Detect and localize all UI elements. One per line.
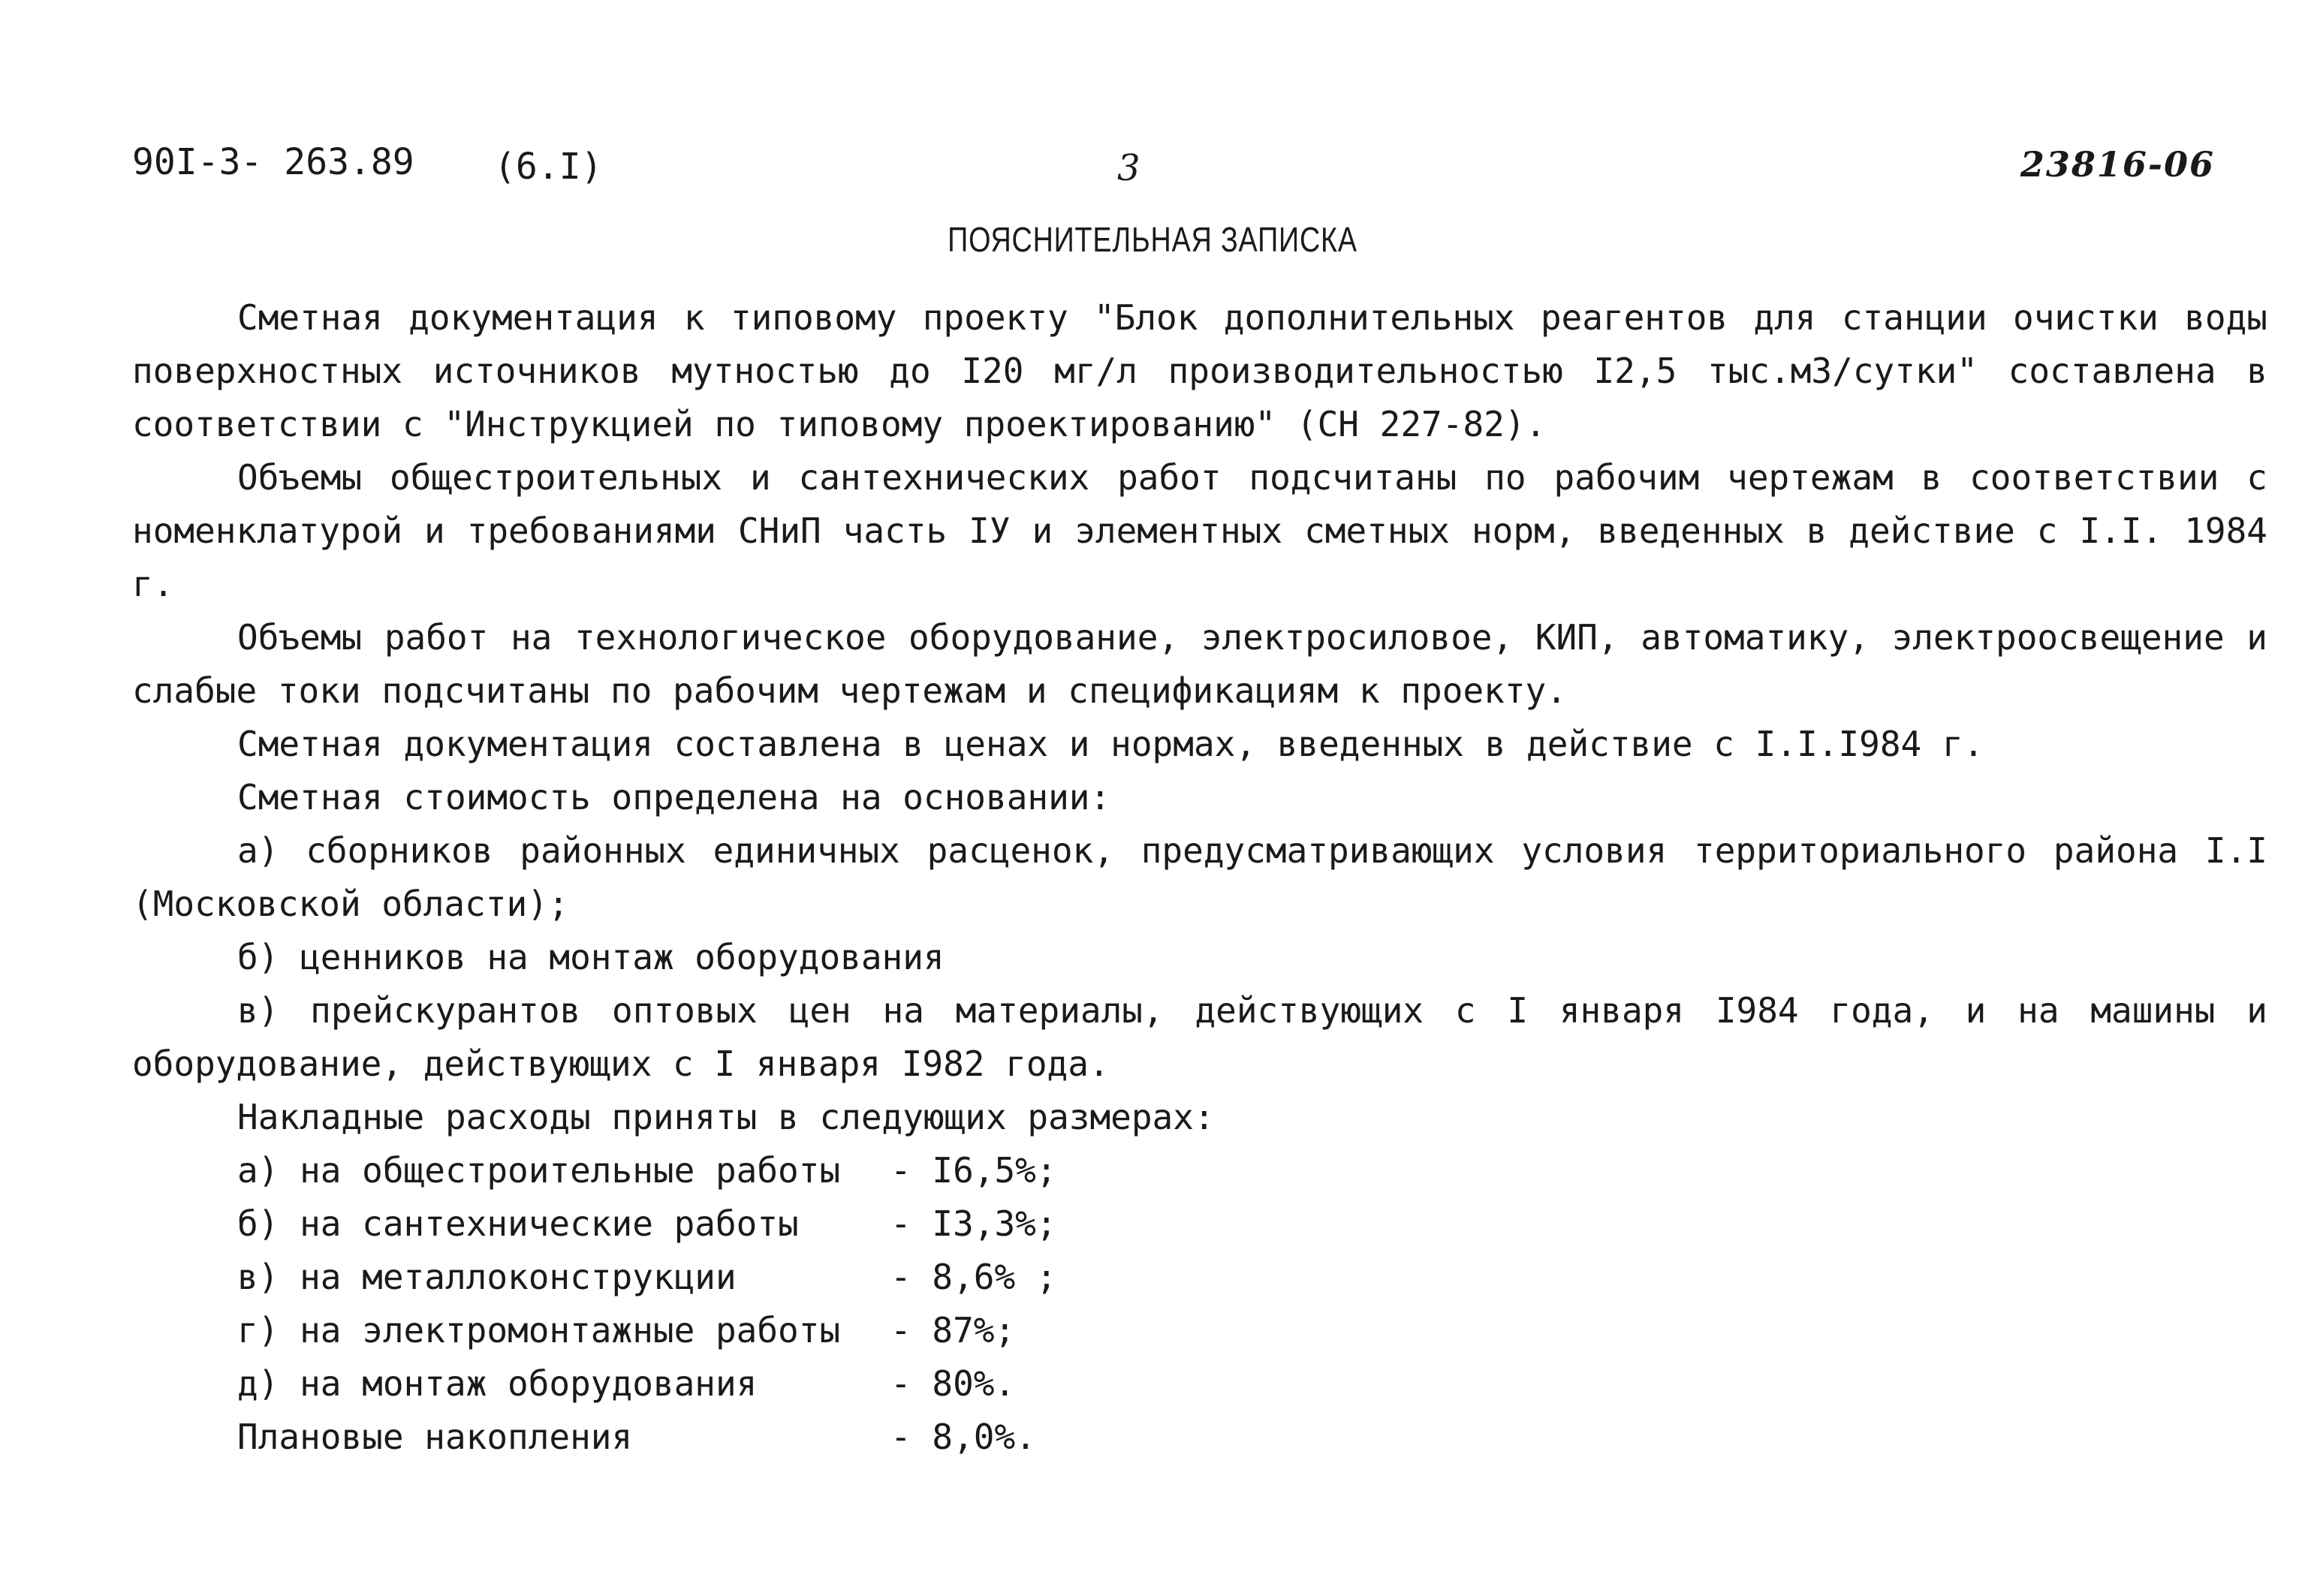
- overheads-list: [132, 1144, 2267, 1464]
- paragraph: Объемы работ на технологическое оборудование, электросиловое, КИП, автоматику, электроосвещение и слабые токи подсчитаны по рабочим чертежам и спецификациям к проекту.: [132, 617, 2267, 711]
- paragraph: б) ценников на монтаж оборудования: [237, 937, 945, 977]
- paragraph: Объемы общестроительных и сантехнических работ подсчитаны по рабочим чертежам в соответствии с номенклатурой и требованиями СНиП часть IУ и элементных сметных норм, введенных в действие с I.I. 1984 г.: [132, 457, 2267, 604]
- list-item: [132, 1357, 2267, 1411]
- note-body: [132, 291, 2267, 1464]
- overhead-value: - 87%;: [890, 1310, 1016, 1351]
- overhead-value: - I6,5%;: [890, 1150, 1057, 1191]
- paragraph: Сметная документация к типовому проекту "Блок дополнительных реагентов для станции очистки воды поверхностных источников мутностью до I20 мг/л производительностью I2,5 тыс.м3/сутки" составлена в соответствии с "Инструкцией по типовому проектированию" (СН 227-82).: [132, 297, 2267, 444]
- list-item: [132, 1197, 2267, 1251]
- list-item: [132, 1144, 2267, 1197]
- overhead-value: - I3,3%;: [890, 1203, 1057, 1244]
- page-number: 3: [1117, 147, 1140, 189]
- page-title: ПОЯСНИТЕЛЬНАЯ ЗАПИСКА: [948, 220, 1357, 259]
- overhead-label: д) на монтаж оборудования: [237, 1363, 758, 1404]
- paragraph: Накладные расходы приняты в следующих размерах:: [237, 1097, 1215, 1137]
- overhead-label: г) на электромонтажные работы: [237, 1310, 841, 1351]
- list-item: [132, 1304, 2267, 1357]
- paragraph: Сметная стоимость определена на основании:: [237, 777, 1111, 818]
- overhead-value: - 8,6% ;: [890, 1257, 1057, 1297]
- paragraph: а) сборников районных единичных расценок, предусматривающих условия территориального района I.I (Московской области);: [132, 830, 2267, 924]
- sheet-number: (6.I): [494, 146, 603, 188]
- list-item: [132, 1251, 2267, 1304]
- overhead-label: б) на сантехнические работы: [237, 1203, 799, 1244]
- list-item: [132, 1411, 2267, 1464]
- overhead-value: - 8,0%.: [890, 1417, 1036, 1457]
- overhead-label: в) на металлоконструкции: [237, 1257, 737, 1297]
- overhead-label: Плановые накопления: [237, 1417, 633, 1457]
- overhead-label: а) на общестроительные работы: [237, 1150, 841, 1191]
- paragraph: в) прейскурантов оптовых цен на материалы, действующих с I января I984 года, и на машины и оборудование, действующих с I января I982 года.: [132, 990, 2267, 1084]
- inventory-number: 23816-06: [2020, 144, 2215, 185]
- overhead-value: - 80%.: [890, 1363, 1016, 1404]
- paragraph: Сметная документация составлена в ценах и нормах, введенных в действие с I.I.I984 г.: [237, 724, 1984, 764]
- document-code: 90I-3- 263.89: [132, 141, 414, 183]
